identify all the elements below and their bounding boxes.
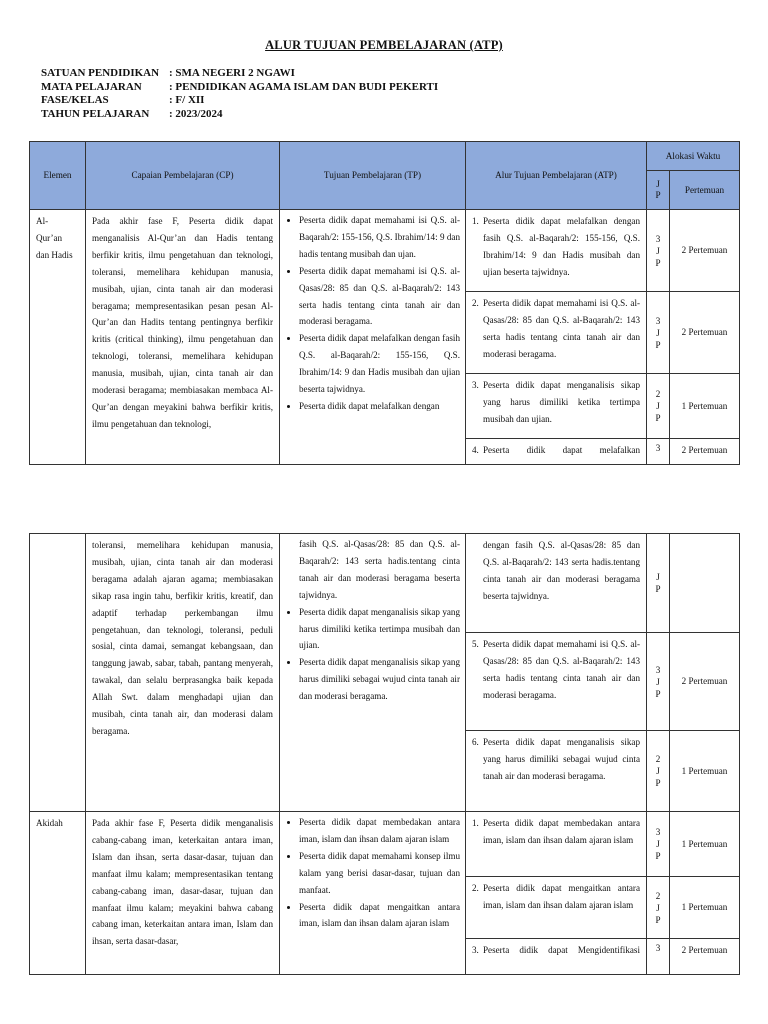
cp-cell: Pada akhir fase F, Peserta didik dapat menganalisis Al-Qur’an dan Hadis tentang berfikir kritis, ilmu pengetahuan dan teknologi, toleransi, memelihara kehidupan manusia, musibah, ujian, cinta tanah air dan moderasi beragama; mempresentasikan pesan pesan Al-Qur’an dan Hadits tentang pentingnya berfikir kritis (critical thinking), ilmu pengetahuan dan teknologi, toleransi, memelihara kehidupan manusia, musibah, ujian, cinta tanah air dan moderasi beragama; membiasakan membaca Al-Qur’an dengan meyakini bahwa berfikir kritis, ilmu pengetahuan dan teknologi, — [86, 210, 280, 465]
tp-item: • Peserta didik dapat melafalkan dengan fasih Q.S. al-Baqarah/2: 155-156, Q.S. Ibrahim/14: 9 dan Hadis musibah dan ujian beserta tajwidnya. — [299, 330, 460, 398]
atp-text: Peserta didik dapat Mengidentifikasi — [483, 945, 640, 955]
meta-row-school — [41, 67, 438, 81]
pertemuan-value: 2 Pertemuan — [670, 939, 740, 975]
jp-value: 2 J P — [647, 374, 670, 439]
jp-value: 3 — [647, 939, 670, 975]
pertemuan-value: 1 Pertemuan — [670, 812, 740, 877]
header-atp: Alur Tujuan Pembelajaran (ATP) — [466, 142, 647, 210]
meta-row-year — [41, 108, 438, 122]
atp-text: dengan fasih Q.S. al-Qasas/28: 85 dan Q.S. al-Baqarah/2: 143 serta hadis.tentang cinta tanah air dan moderasi beragama beserta tajwidnya. — [483, 540, 640, 601]
jp-value: 3 — [647, 439, 670, 465]
pertemuan-value: 2 Pertemuan — [670, 633, 740, 731]
atp-item — [466, 731, 647, 812]
tp-item: • Peserta didik dapat menganalisis sikap yang harus dimiliki sebagai wujud cinta tanah air dan moderasi beragama. — [299, 654, 460, 705]
atp-item — [466, 939, 647, 975]
tp-continued-cell — [280, 534, 466, 812]
pertemuan-value: 1 Pertemuan — [670, 877, 740, 939]
atp-text: Peserta didik dapat menganalisis sikap yang harus dimiliki ketika tertimpa musibah dan ujian. — [483, 380, 640, 424]
cp-continued-cell: toleransi, memelihara kehidupan manusia, musibah, ujian, cinta tanah air dan moderasi beragama adalah ajaran agama; membiasakan sikap rasa ingin tahu, berfikir kritis, kreatif, dan adaptif terhadap perkembangan ilmu pengetahuan, dan teknologi, toleransi, peduli sosial, cinta damai, semangat kebangsaan, dan tanggung jawab, sabar, tabah, pantang menyerah, tawakal, dan selalu berprasangka baik kepada Allah Swt. dalam menghadapi ujian dan musibah, cinta tanah air, dan moderasi dalam beragama. — [86, 534, 280, 812]
atp-text: Peserta didik dapat membedakan antara iman, islam dan ihsan dalam ajaran islam — [483, 818, 640, 845]
atp-item — [466, 812, 647, 877]
meta-value: : F/ XII — [169, 94, 205, 106]
atp-item — [466, 877, 647, 939]
tp-item-continued: fasih Q.S. al-Qasas/28: 85 dan Q.S. al-Baqarah/2: 143 serta hadis.tentang cinta tanah air dan moderasi beragama beserta tajwidnya. — [299, 539, 460, 600]
header-alokasi: Alokasi Waktu — [647, 142, 740, 171]
tp-item: • Peserta didik dapat memahami isi Q.S. al-Qasas/28: 85 dan Q.S. al-Baqarah/2: 143 serta hadis tentang cinta tanah air dan moderasi beragama. — [299, 263, 460, 331]
meta-key: FASE/KELAS — [41, 94, 109, 106]
tp-item: • Peserta didik dapat menganalisis sikap yang harus dimiliki ketika tertimpa musibah dan ujian. — [299, 604, 460, 655]
atp-text: Peserta didik dapat memahami isi Q.S. al-Qasas/28: 85 dan Q.S. al-Baqarah/2: 143 serta hadis tentang cinta tanah air dan moderasi beragama. — [483, 639, 640, 700]
elemen-quran-hadis: Al- Qur’an dan Hadis — [30, 210, 86, 465]
pertemuan-value: 1 Pertemuan — [670, 374, 740, 439]
atp-number: 5. — [472, 639, 479, 649]
header-pertemuan: Pertemuan — [670, 171, 740, 210]
jp-value: 2 J P — [647, 877, 670, 939]
pertemuan-value: 1 Pertemuan — [670, 731, 740, 812]
meta-value: : 2023/2024 — [169, 107, 223, 120]
atp-item-continued — [466, 534, 647, 633]
meta-value: : SMA NEGERI 2 NGAWI — [169, 67, 295, 79]
meta-key: TAHUN PELAJARAN — [41, 107, 150, 120]
atp-number: 3. — [472, 380, 479, 390]
jp-value: 2 J P — [647, 731, 670, 812]
atp-number: 6. — [472, 737, 479, 747]
elemen-continued — [30, 534, 86, 812]
meta-row-phase — [41, 94, 438, 108]
meta-key: SATUAN PENDIDIKAN — [41, 67, 160, 79]
jp-value: 3 J P — [647, 812, 670, 877]
atp-number: 2. — [472, 883, 479, 893]
header-cp: Capaian Pembelajaran (CP) — [86, 142, 280, 210]
tp-item: • Peserta didik dapat mengaitkan antara iman, islam dan ihsan dalam ajaran islam — [299, 899, 460, 933]
pertemuan-value: 2 Pertemuan — [670, 439, 740, 465]
jp-value: 3 J P — [647, 292, 670, 374]
tp-akidah-cell — [280, 812, 466, 975]
atp-text: Peserta didik dapat melafalkan — [483, 445, 640, 455]
header-tp: Tujuan Pembelajaran (TP) — [280, 142, 466, 210]
tp-cell — [280, 210, 466, 465]
tp-item: • Peserta didik dapat memahami konsep ilmu kalam yang berisi dasar-dasar, tujuan dan manfaat. — [299, 848, 460, 899]
cp-akidah-cell: Pada akhir fase F, Peserta didik menganalisis cabang-cabang iman, keterkaitan antara iman, Islam dan ihsan, serta dasar-dasar, tujuan dan manfaat ilmu kalam; mempresentasikan tentang cabang-cabang iman, dasar-dasar, tujuan dan manfaat ilmu kalam; meyakini bahwa cabang cabang iman, keterkaitan antara iman, Islam dan ihsan, serta dasar-dasar, — [86, 812, 280, 975]
pertemuan-value: 2 Pertemuan — [670, 210, 740, 292]
atp-item — [466, 633, 647, 731]
atp-table-page1 — [29, 141, 740, 465]
meta-value: : PENDIDIKAN AGAMA ISLAM DAN BUDI PEKERTI — [169, 80, 439, 93]
atp-text: Peserta didik dapat mengaitkan antara iman, islam dan ihsan dalam ajaran islam — [483, 883, 640, 910]
header-jp: J P — [647, 171, 670, 210]
jp-value: 3 J P — [647, 210, 670, 292]
tp-item: • Peserta didik dapat memahami isi Q.S. al-Baqarah/2: 155-156, Q.S. Ibrahim/14: 9 dan hadis tentang musibah dan ujan. — [299, 212, 460, 263]
header-elemen: Elemen — [30, 142, 86, 210]
elemen-akidah: Akidah — [30, 812, 86, 975]
atp-item — [466, 439, 647, 465]
atp-number: 1. — [472, 818, 479, 828]
meta-key: MATA PELAJARAN — [41, 80, 142, 93]
document-meta — [41, 67, 438, 121]
atp-number: 4. — [472, 445, 479, 455]
atp-item — [466, 210, 647, 292]
tp-item: • Peserta didik dapat melafalkan dengan — [299, 398, 460, 415]
atp-text: Peserta didik dapat melafalkan dengan fasih Q.S. al-Baqarah/2: 155-156, Q.S. Ibrahim/14: 9 dan Hadis musibah dan ujian beserta tajwidnya. — [483, 216, 640, 277]
atp-number: 2. — [472, 298, 479, 308]
atp-text: Peserta didik dapat memahami isi Q.S. al-Qasas/28: 85 dan Q.S. al-Baqarah/2: 143 serta hadis tentang cinta tanah air dan moderasi beragama. — [483, 298, 640, 359]
atp-item — [466, 374, 647, 439]
atp-item — [466, 292, 647, 374]
atp-text: Peserta didik dapat menganalisis sikap yang harus dimiliki sebagai wujud cinta tanah air dan moderasi beragama. — [483, 737, 640, 781]
pertemuan-value — [670, 534, 740, 633]
jp-value: 3 J P — [647, 633, 670, 731]
atp-table-page2 — [29, 533, 740, 975]
atp-number: 1. — [472, 216, 479, 226]
atp-number: 3. — [472, 945, 479, 955]
jp-value: J P — [647, 534, 670, 633]
document-title: ALUR TUJUAN PEMBELAJARAN (ATP) — [265, 38, 503, 52]
pertemuan-value: 2 Pertemuan — [670, 292, 740, 374]
meta-row-subject — [41, 81, 438, 95]
tp-item: • Peserta didik dapat membedakan antara iman, islam dan ihsan dalam ajaran islam — [299, 814, 460, 848]
